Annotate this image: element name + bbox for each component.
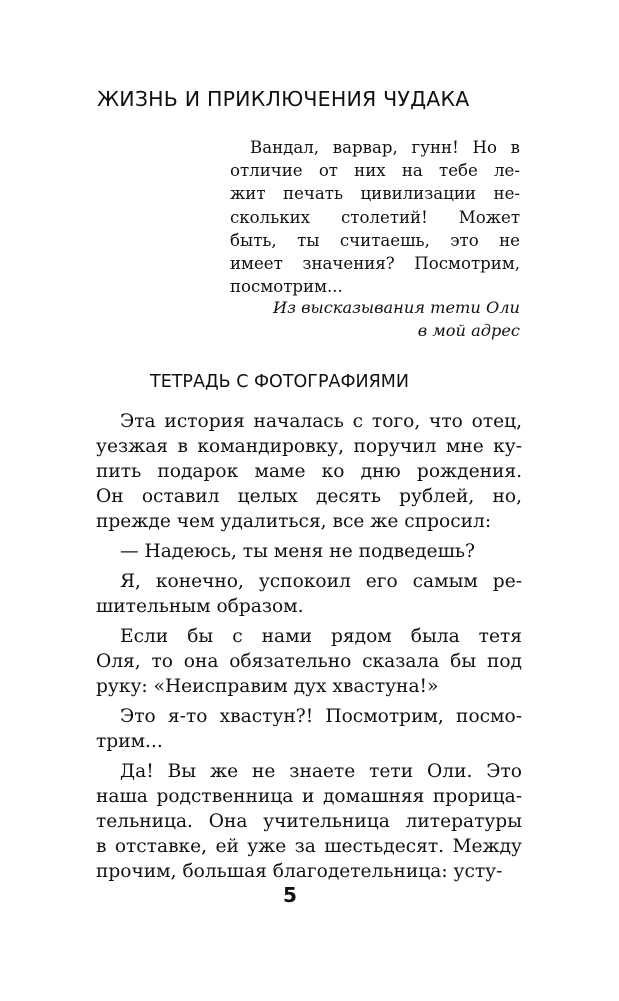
attribution-line: в мой адрес (417, 321, 520, 340)
epigraph-line: имеет значения? Посмотрим, (230, 253, 520, 273)
text-line: наша родственница и домашняя прорица- (96, 786, 522, 807)
book-title: ЖИЗНЬ И ПРИКЛЮЧЕНИЯ ЧУДАКА (97, 87, 470, 111)
attribution-line: Из высказывания тети Оли (273, 298, 520, 317)
text-line: тельница. Она учительница литературы (96, 811, 522, 832)
paragraph (96, 409, 522, 534)
chapter-title: ТЕТРАДЬ С ФОТОГРАФИЯМИ (150, 372, 409, 392)
text-line: руку: «Неисправим дух хвастуна!» (96, 676, 439, 697)
epigraph-line: жит печать цивилизации не- (230, 184, 520, 204)
epigraph-attribution (230, 296, 520, 342)
text-line: Если бы с нами рядом была тетя (120, 626, 522, 647)
text-line: шительным образом. (96, 596, 304, 617)
epigraph-line: Вандал, варвар, гунн! Но в (250, 138, 520, 157)
text-line: Да! Вы же не знаете тети Оли. Это (120, 761, 522, 782)
chapter-text (96, 409, 522, 889)
epigraph-line: быть, ты считаешь, это не (230, 230, 520, 250)
paragraph (96, 624, 522, 699)
text-line: прежде чем удалиться, все же спросил: (96, 511, 492, 532)
paragraph (96, 569, 522, 619)
epigraph-line: отличие от них на тебе ле- (230, 161, 520, 181)
epigraph (230, 136, 520, 298)
text-line: пить подарок маме ко дню рождения. (96, 461, 522, 482)
paragraph (96, 759, 522, 884)
text-line: Эта история началась с того, что отец, (120, 411, 522, 432)
text-line: в отставке, ей уже за шестьдесят. Между (96, 836, 522, 857)
paragraph (96, 704, 522, 754)
text-line: Он оставил целых десять рублей, но, (96, 486, 522, 507)
text-line: Оля, то она обязательно сказала бы под (96, 651, 522, 672)
text-line: Это я-то хвастун?! Посмотрим, посмо- (120, 706, 522, 727)
text-line: уезжая в командировку, поручил мне ку- (96, 436, 522, 457)
text-line: трим... (96, 731, 163, 752)
page-number: 5 (283, 883, 297, 907)
text-line: — Надеюсь, ты меня не подведешь? (120, 541, 475, 562)
epigraph-line: посмотрим... (230, 277, 343, 297)
text-line: прочим, большая благодетельница: усту- (96, 861, 503, 882)
epigraph-line: скольких столетий! Может (230, 207, 520, 227)
paragraph (96, 539, 522, 564)
text-line: Я, конечно, успокоил его самым ре- (120, 571, 522, 592)
